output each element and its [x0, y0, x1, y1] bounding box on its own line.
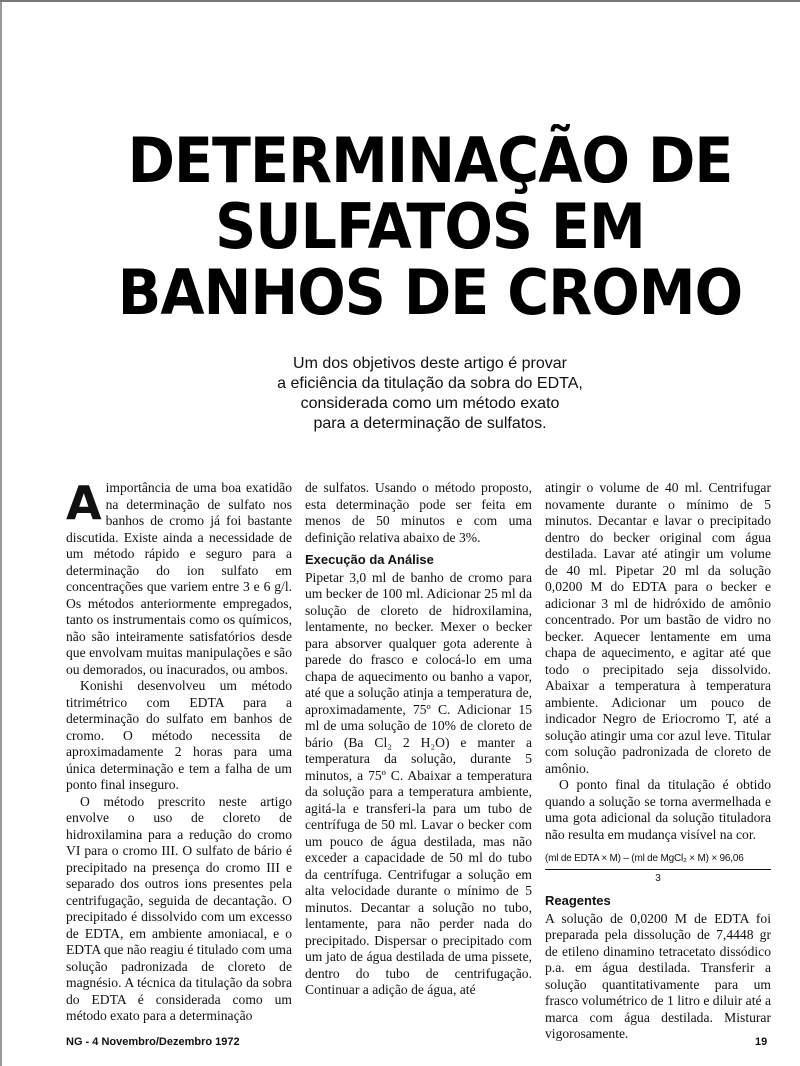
formula-numerator: (ml de EDTA × M) – (ml de MgCl₂ × M) × 96,06: [545, 851, 771, 870]
footer-issue: NG - 4 Novembro/Dezembro 1972: [66, 1036, 240, 1048]
drop-cap: A: [66, 476, 102, 530]
title-line-2: SULFATOS EM: [215, 190, 645, 263]
paragraph: Pipetar 3,0 ml de banho de cromo para um becker de 100 ml. Adicionar 25 ml da solução de cloreto de hidroxilamina, lentamente, no becker. Mexer o becker para absorver qualquer gota aderente à parede do frasco e colocá-lo em uma chapa de aquecimento ou banho a vapor, até que a solução atinja a temperatura de, aproximadamente, 75º C. Adicionar 15 ml de uma solução de 10% de cloreto de bário (Ba Cl₂ 2 H₂O) e manter a temperatura da solução, durante 5 minutos, a 75º C. Abaixar a temperatura da solução para a temperatura ambiente, agitá-la e transferi-la para um tubo de centrífuga de 50 ml. Lavar o becker com um pouco de água destilada, mas não exceder a capacidade de 50 ml do tubo da centrífuga. Centrifugar a solução em alta velocidade durante o mínimo de 5 minutos. Decantar a solução no tubo, lentamente, para não perder nada do precipitado. Dispersar o precipitado com um jato de água destilada de uma pissete, dentro do tubo de centrifugação. Continuar a adição de água, até: [305, 569, 532, 997]
paragraph-text: importância de uma boa exatidão na determinação de sulfato nos banhos de cromo já foi bastante discutida. Existe ainda a necessidade de um método rápido e seguro para a determinação do ion sulfato em concentrações que variem entre 3 e 6 g/l. Os métodos anteriormente empregados, tanto os instrumentais como os químicos, não são inteiramente satisfatórios desde que envolvam muitas manipulações e são ou demorados, ou inacurados, ou ambos.: [66, 480, 292, 677]
article-lead: [220, 354, 640, 434]
paragraph: O método prescrito neste artigo envolve o uso de cloreto de hidroxilamina para a redução do cromo VI para o cromo III. O sulfato de bário é precipitado na presença do cromo III e separado dos outros ions presentes pela centrifugação, seguida de decantação. O precipitado é dissolvido com um excesso de EDTA, em ambiente amoniacal, e o EDTA que não reagiu é titulado com uma solução padronizada de cloreto de magnésio. A técnica da titulação da sobra do EDTA é considerada como um método exato para a determinação: [66, 793, 292, 1023]
paragraph: Konishi desenvolveu um método titrimétrico com EDTA para a determinação do sulfato em banhos de cromo. O método necessita de aproximadamente 2 horas para uma única determinação e tem a falha de um ponto final inseguro.: [66, 678, 292, 792]
article-title: [117, 124, 743, 329]
section-heading-execucao: Execução da Análise: [305, 552, 434, 567]
page-number: 19: [755, 1036, 768, 1048]
lead-line-2: a eficiência da titulação da sobra do EDTA,: [277, 375, 583, 392]
lead-line-1: Um dos objetivos deste artigo é provar: [293, 355, 567, 372]
formula-denominator: 3: [655, 872, 661, 884]
title-line-3: BANHOS DE CROMO: [117, 256, 743, 329]
paragraph: [66, 476, 292, 678]
title-line-1: DETERMINAÇÃO DE: [127, 124, 733, 197]
paragraph: O ponto final da titulação é obtido quando a solução se torna avermelhada e uma gota adicional da solução tituladora não resulta em mudança visível na cor.: [545, 777, 771, 842]
section-heading-reagentes: Reagentes: [545, 893, 611, 908]
column-3: [545, 480, 771, 1043]
lead-line-4: para a determinação de sulfatos.: [313, 415, 547, 432]
paragraph: de sulfatos. Usando o método proposto, esta determinação pode ser feita em menos de 50 minutos e com uma definição relativa abaixo de 3%.: [305, 480, 532, 545]
column-2: [305, 480, 532, 999]
column-1: [66, 476, 292, 1025]
lead-line-3: considerada como um método exato: [300, 395, 560, 412]
paragraph: A solução de 0,0200 M de EDTA foi preparada pela dissolução de 7,4448 gr de etileno dinamino tetracetato dissódico p.a. em água destilada. Transferir a solução quantitativamente para um frasco volumétrico de 1 litro e diluir até a marca com água destilada. Misturar vigorosamente.: [545, 910, 771, 1041]
top-scan-edge: [0, 0, 800, 2]
left-scan-edge: [0, 0, 2, 1066]
paragraph: atingir o volume de 40 ml. Centrifugar novamente durante o mínimo de 5 minutos. Decantar e lavar o precipitado dentro do becker original com água destilada. Lavar até atingir um volume de 40 ml. Pipetar 20 ml da solução 0,0200 M do EDTA para o becker e adicionar 3 ml de hidróxido de amônio concentrado. Por um bastão de vidro no becker. Aquecer lentamente em uma chapa de aquecimento, e agitar até que todo o precipitado seja dissolvido. Abaixar a temperatura à temperatura ambiente. Adicionar um pouco de indicador Negro de Eriocromo T, até a solução atingir uma cor azul leve. Titular com solução padronizada de cloreto de amônio.: [545, 480, 771, 776]
